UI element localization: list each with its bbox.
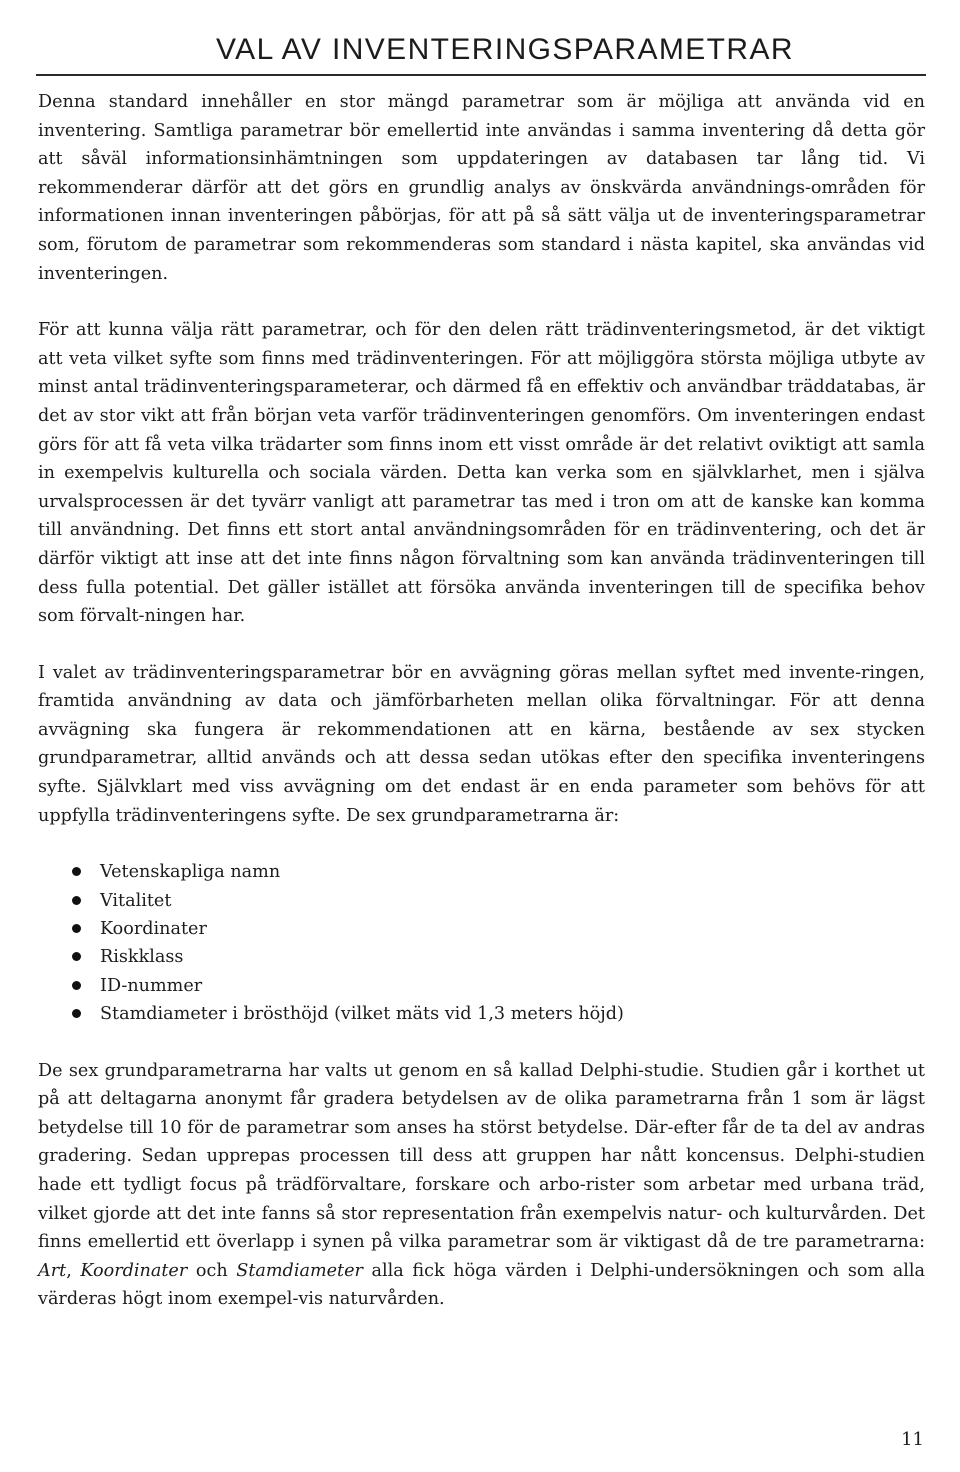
- list-item: [38, 972, 925, 1000]
- list-item-label: Riskklass: [100, 947, 184, 968]
- bullet-icon: [72, 952, 81, 961]
- title-underline: [36, 74, 926, 76]
- paragraph-purpose: För att kunna välja rätt parametrar, och för den delen rätt trädinventeringsmetod, är det viktigt att veta vilket syfte som finns med trädinventeringen. För att möjliggöra största möjliga utbyte av minst antal trädinventeringsparameterar, och därmed få en effektiv och användbar träddatabas, är det av stor vikt att från början veta varför trädinventeringen genomförs. Om inventeringen endast görs för att få veta vilka trädarter som finns inom ett visst område är det relativt oviktigt att samla in exempelvis kulturella och sociala värden. Detta kan verka som en självklarhet, men i själva urvalsprocessen är det tyvärr vanligt att parametrar tas med i tron om att de kanske kan komma till användning. Det finns ett stort antal användningsområden för en trädinventering, och det är därför viktigt att inse att det inte finns någon förvaltning som kan använda trädinventeringen till dess fulla potential. Det gäller istället att försöka använda inventeringen till de specifika behov som förvalt-ningen har.: [38, 320, 925, 627]
- term-stamdiameter: Stamdiameter: [236, 1260, 363, 1281]
- list-item-label: Koordinater: [100, 919, 207, 940]
- list-item-label: Vitalitet: [100, 890, 172, 911]
- body-text: [38, 88, 925, 1314]
- core-parameter-list: [38, 858, 925, 1028]
- page-number: 11: [901, 1429, 924, 1450]
- paragraph-core-parameters: I valet av trädinventeringsparametrar bör en avvägning göras mellan syftet med invente-ringen, framtida användning av data och jämförbarheten mellan olika förvaltningar. För att denna avvägning ska fungera är rekommendationen att en kärna, bestående av sex stycken grundparametrar, alltid används och att dessa sedan utökas efter den specifika inventeringens syfte. Självklart med viss avvägning om det endast är en enda parameter som behövs för att uppfylla trädinventeringens syfte. De sex grundparametrarna är:: [38, 662, 925, 826]
- bullet-icon: [72, 1009, 81, 1018]
- bullet-icon: [72, 867, 81, 876]
- term-separator: ,: [66, 1260, 81, 1281]
- list-item: [38, 858, 925, 886]
- term-art: Art: [38, 1260, 67, 1281]
- list-item-label: Vetenskapliga namn: [100, 862, 281, 883]
- paragraph-intro: Denna standard innehåller en stor mängd parametrar som är möjliga att använda vid en inventering. Samtliga parametrar bör emellertid inte användas i samma inventering då detta gör att såväl informationsinhämtningen som uppdateringen av databasen tar lång tid. Vi rekommenderar därför att det görs en grundlig analys av önskvärda användnings-områden för informationen innan inventeringen påbörjas, för att på så sätt välja ut de inventeringsparametrar som, förutom de parametrar som rekommenderas som standard i nästa kapitel, ska användas vid inventeringen.: [38, 92, 925, 284]
- list-item: [38, 887, 925, 915]
- list-item-label: ID-nummer: [100, 975, 203, 996]
- list-item-label: Stamdiameter i brösthöjd (vilket mäts vid 1,3 meters höjd): [100, 1004, 624, 1025]
- page-title: VAL AV INVENTERINGSPARAMETRAR: [216, 33, 794, 66]
- delphi-text-start: De sex grundparametrarna har valts ut genom en så kallad Delphi-studie. Studien går i korthet ut på att deltagarna anonymt får gradera betydelsen av de olika parametrarna från 1 som är lägst betydelse till 10 för de parametrar som anses ha störst betydelse. Där-efter får de ta del av andras gradering. Sedan upprepas processen till dess att gruppen har nått koncensus. Delphi-studien hade ett tydligt focus på trädförvaltare, forskare och arbo-rister som arbetar med urbana träd, vilket gjorde att det inte fanns så stor representation från exempelvis natur- och kulturvården. Det finns emellertid ett överlapp i synen på vilka parametrar som är viktigast då de tre parametrarna:: [38, 1060, 925, 1253]
- bullet-icon: [72, 981, 81, 990]
- paragraph-delphi-study: [38, 1057, 925, 1314]
- list-item: [38, 943, 925, 971]
- bullet-icon: [72, 896, 81, 905]
- list-item: [38, 1000, 925, 1028]
- bullet-icon: [72, 924, 81, 933]
- delphi-text-end: alla fick höga värden i Delphi-undersökningen och som alla värderas högt inom exempel-vis naturvården.: [38, 1260, 925, 1310]
- list-item: [38, 915, 925, 943]
- term-koordinater: Koordinater: [80, 1260, 188, 1281]
- term-separator: och: [187, 1260, 237, 1281]
